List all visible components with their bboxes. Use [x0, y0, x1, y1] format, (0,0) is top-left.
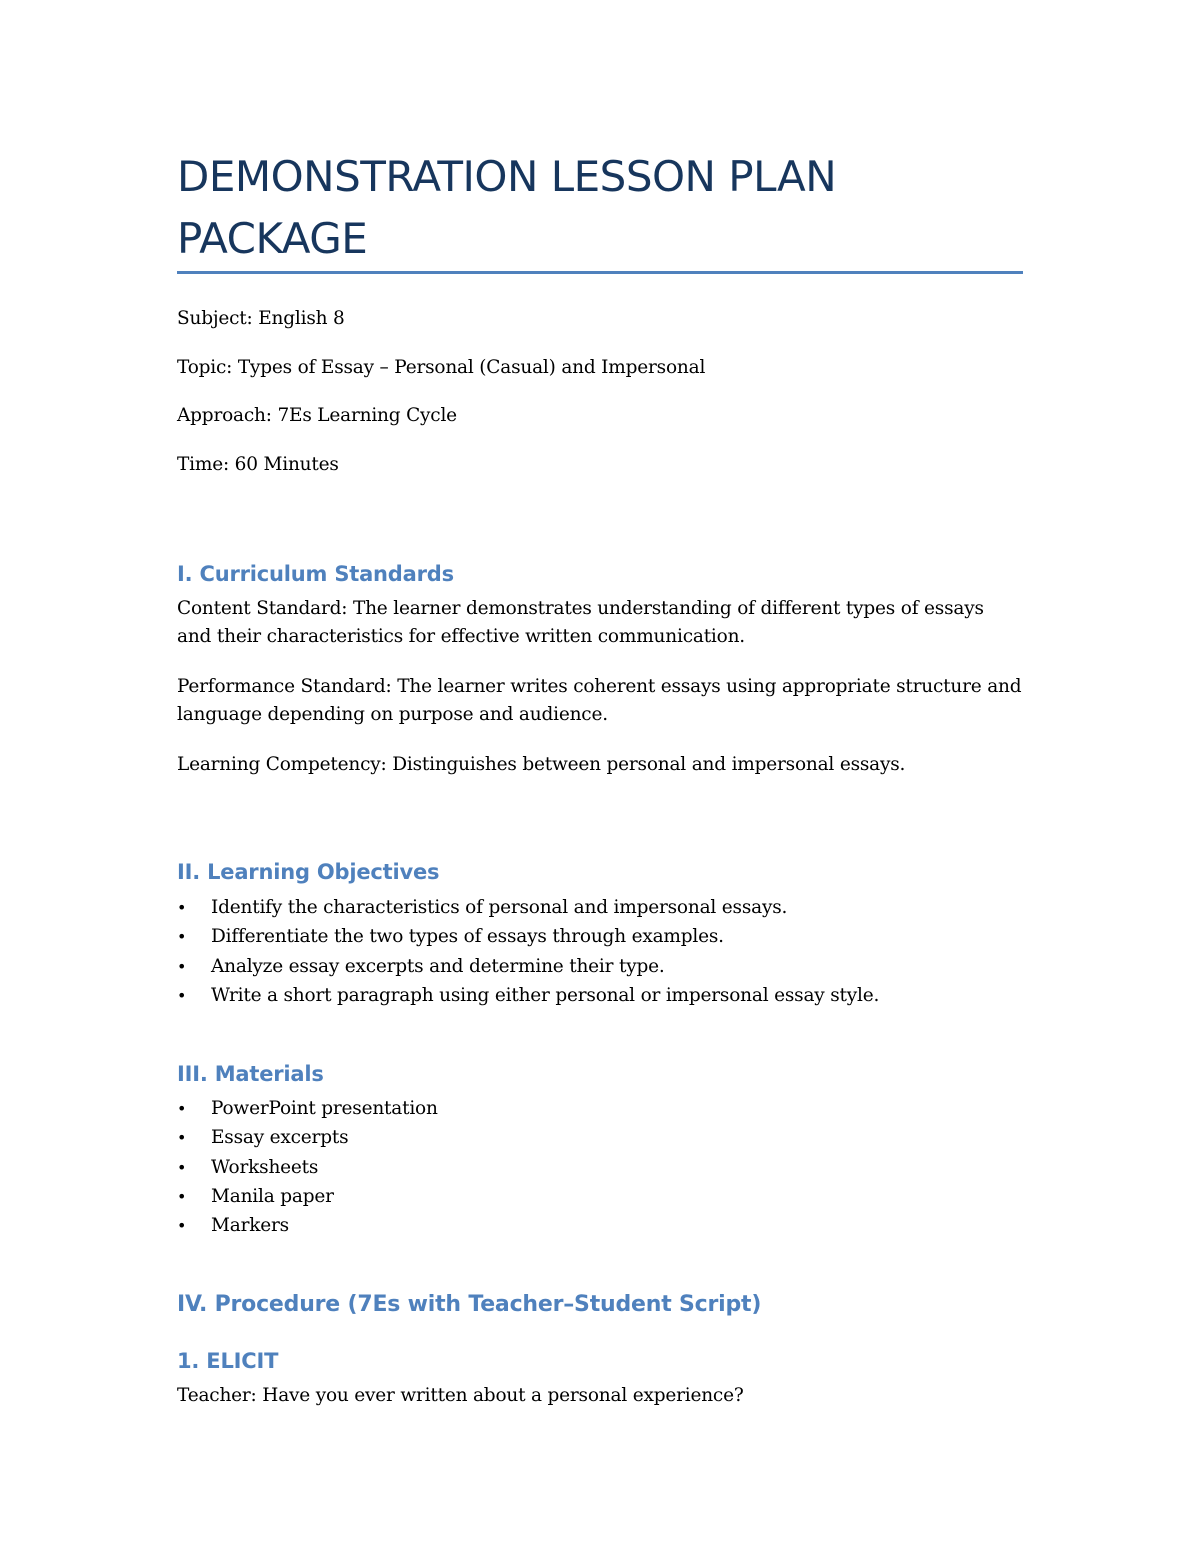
objective-text: Identify the characteristics of personal and impersonal essays.: [211, 897, 788, 918]
time-line: Time: 60 Minutes: [177, 454, 339, 475]
list-item: [177, 1182, 438, 1211]
materials-heading: III. Materials: [177, 1062, 324, 1086]
bullet-icon: •: [177, 1128, 187, 1148]
bullet-icon: •: [177, 985, 187, 1005]
bullet-icon: •: [177, 1157, 187, 1177]
document-title: DEMONSTRATION LESSON PLAN PACKAGE: [177, 152, 837, 263]
materials-list: [177, 1094, 438, 1240]
material-text: Manila paper: [211, 1185, 334, 1207]
list-item: [177, 1211, 438, 1240]
objective-text: Differentiate the two types of essays through examples.: [211, 926, 724, 948]
bullet-icon: •: [177, 1186, 187, 1206]
material-text: PowerPoint presentation: [211, 1098, 438, 1119]
material-text: Markers: [211, 1215, 289, 1237]
curriculum-standards-heading: I. Curriculum Standards: [177, 562, 454, 586]
title-divider: [177, 271, 1023, 274]
list-item: [177, 893, 879, 922]
performance-standard-paragraph: Performance Standard: The learner writes coherent essays using appropriate structure and language depending on purpose and audience.: [177, 676, 1022, 725]
elicit-heading: 1. ELICIT: [177, 1349, 279, 1373]
bullet-icon: •: [177, 927, 187, 947]
list-item: [177, 1094, 438, 1123]
approach-line: Approach: 7Es Learning Cycle: [177, 405, 457, 426]
list-item: [177, 1123, 438, 1152]
bullet-icon: •: [177, 898, 187, 917]
content-standard-paragraph: Content Standard: The learner demonstrates understanding of different types of essays and their characteristics for effective written communication.: [177, 598, 984, 647]
objective-text: Analyze essay excerpts and determine their type.: [211, 955, 665, 977]
material-text: Worksheets: [211, 1156, 319, 1178]
learning-objectives-heading: II. Learning Objectives: [177, 860, 440, 884]
list-item: [177, 1153, 438, 1182]
material-text: Essay excerpts: [211, 1127, 349, 1149]
topic-line: Topic: Types of Essay – Personal (Casual) and Impersonal: [177, 357, 706, 378]
objectives-list: [177, 893, 879, 1010]
bullet-icon: •: [177, 1099, 187, 1118]
bullet-icon: •: [177, 956, 187, 976]
list-item: [177, 981, 879, 1010]
list-item: [177, 952, 879, 981]
subject-line: Subject: English 8: [177, 308, 345, 329]
list-item: [177, 922, 879, 951]
procedure-heading: IV. Procedure (7Es with Teacher–Student Script): [177, 1292, 762, 1317]
learning-competency-paragraph: Learning Competency: Distinguishes between personal and impersonal essays.: [177, 754, 906, 775]
bullet-icon: •: [177, 1216, 187, 1236]
objective-text: Write a short paragraph using either personal or impersonal essay style.: [211, 984, 880, 1006]
elicit-teacher-line: Teacher: Have you ever written about a personal experience?: [177, 1385, 744, 1406]
